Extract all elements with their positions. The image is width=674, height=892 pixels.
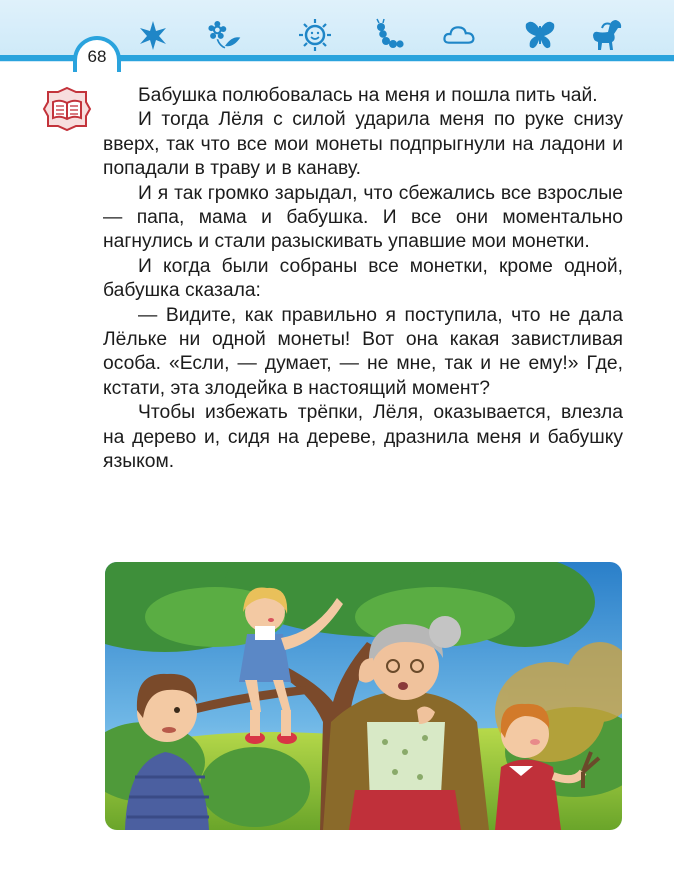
cloud-icon xyxy=(442,18,476,52)
paragraph-text: Чтобы избежать трёпки, Лёля, оказывается, влезла на дерево и, сидя на дереве, дразнила меня и бабушку языком. xyxy=(103,402,623,473)
horse-icon xyxy=(590,18,624,52)
paragraph xyxy=(103,84,623,108)
paragraph xyxy=(103,108,623,181)
paragraph xyxy=(103,304,623,402)
flower-icon xyxy=(208,18,242,52)
header-icons xyxy=(130,18,650,52)
caterpillar-icon xyxy=(372,18,406,52)
paragraph-text: И когда были собраны все монетки, кроме одной, бабушка сказала: xyxy=(103,255,623,302)
paragraph xyxy=(103,182,623,255)
paragraph xyxy=(103,401,623,474)
sun-icon xyxy=(298,18,332,52)
paragraph-text: — Видите, как правильно я поступила, что не дала Лёльке ни одной монеты! Вот она какая завистливая особа. «Если, — думает, — не мне, так и не ему!» Где, кстати, эта злодейка в настоящий момент? xyxy=(103,304,623,399)
page-number: 68 xyxy=(87,47,107,66)
open-book-icon xyxy=(42,86,92,132)
story-text xyxy=(103,84,623,475)
paragraph-text: И тогда Лёля с силой ударила меня по руке снизу вверх, так что все мои монеты подпрыгнули на ладони и попадали в траву и в канаву. xyxy=(103,109,623,180)
story-illustration xyxy=(105,562,622,830)
paragraph-text: И я так громко зарыдал, что сбежались все взрослые — папа, мама и бабушка. И все они моментально нагнулись и стали разыскивать упавшие мои монетки. xyxy=(103,182,623,253)
butterfly-icon xyxy=(522,18,556,52)
star-icon xyxy=(136,18,170,52)
paragraph xyxy=(103,255,623,304)
paragraph-text: Бабушка полюбовалась на меня и пошла пить чай. xyxy=(138,85,598,106)
